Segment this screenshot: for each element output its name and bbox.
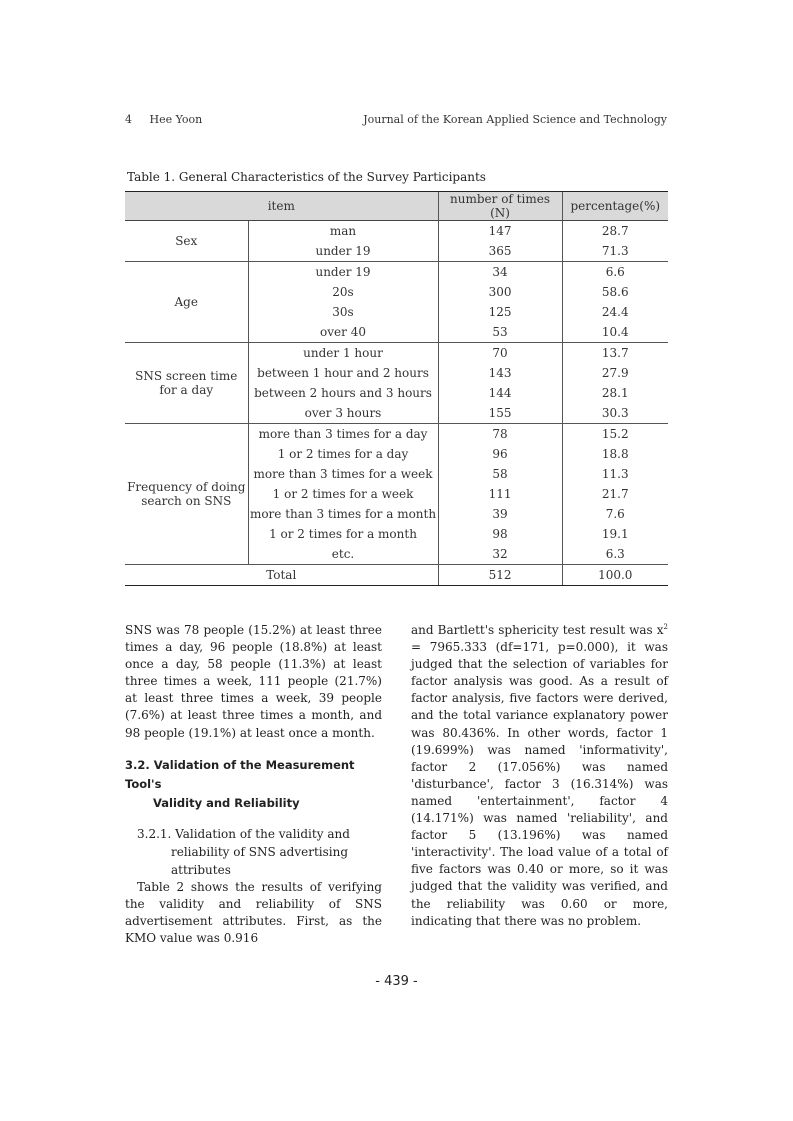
table-caption: Table 1. General Characteristics of the Survey Participants	[127, 170, 486, 184]
right-column	[411, 622, 668, 930]
header-percentage: percentage(%)	[562, 192, 668, 221]
row-count: 143	[438, 363, 562, 383]
table-row	[125, 262, 668, 283]
left-column	[125, 622, 382, 947]
row-item: under 1 hour	[248, 343, 438, 364]
row-count: 78	[438, 424, 562, 445]
row-percent: 28.1	[562, 383, 668, 403]
subsection-heading-line1: 3.2.1. Validation of the validity and	[137, 826, 350, 841]
row-count: 300	[438, 282, 562, 302]
paragraph-factor-analysis	[411, 622, 668, 930]
row-count: 53	[438, 322, 562, 343]
row-percent: 13.7	[562, 343, 668, 364]
row-percent: 19.1	[562, 524, 668, 544]
row-count: 70	[438, 343, 562, 364]
row-item: over 40	[248, 322, 438, 343]
paragraph-frequency: SNS was 78 people (15.2%) at least three times a day, 96 people (18.8%) at least once a day, 58 people (11.3%) at least three times a week, 111 people (21.7%) at least three times a week, 39 people (7.6%) at least three times a month, and 98 people (19.1%) at least once a month.	[125, 623, 382, 740]
group-label-sex: Sex	[125, 221, 248, 262]
row-item: man	[248, 221, 438, 242]
row-count: 39	[438, 504, 562, 524]
row-item: between 2 hours and 3 hours	[248, 383, 438, 403]
row-percent: 10.4	[562, 322, 668, 343]
group-label-age: Age	[125, 262, 248, 343]
row-item: under 19	[248, 241, 438, 262]
row-percent: 6.6	[562, 262, 668, 283]
row-item: 1 or 2 times for a month	[248, 524, 438, 544]
page-footer-number: - 439 -	[375, 974, 418, 989]
section-heading-line1: 3.2. Validation of the Measurement Tool's	[125, 757, 355, 791]
author-name: Hee Yoon	[149, 113, 203, 126]
row-percent: 7.6	[562, 504, 668, 524]
factor-text-b: = 7965.333 (df=171, p=0.000), it was judged that the selection of variables for factor analysis was good. As a result of factor analysis, five factors were derived, and the total variance explanatory power was 80.436%. In other words, factor 1 (19.699%) was named 'informativity', factor 2 (17.056%) was named 'disturbance', factor 3 (16.314%) was named 'entertainment', factor 4 (14.171%) was named 'reliability', and factor 5 (13.196%) was named 'interactivity'. The load value of a total of five factors was 0.40 or more, so it was judged that the validity was verified, and the reliability was 0.60 or more, indicating that there was no problem.	[411, 640, 668, 928]
row-count: 98	[438, 524, 562, 544]
row-count: 58	[438, 464, 562, 484]
row-percent: 11.3	[562, 464, 668, 484]
row-percent: 21.7	[562, 484, 668, 504]
characteristics-table	[125, 191, 668, 586]
row-count: 365	[438, 241, 562, 262]
table-total-row	[125, 565, 668, 586]
row-count: 34	[438, 262, 562, 283]
row-percent: 6.3	[562, 544, 668, 565]
total-label: Total	[125, 565, 438, 586]
row-count: 111	[438, 484, 562, 504]
group-label-screen-time: SNS screen time for a day	[125, 343, 248, 424]
row-count: 144	[438, 383, 562, 403]
row-percent: 18.8	[562, 444, 668, 464]
row-percent: 30.3	[562, 403, 668, 424]
row-count: 32	[438, 544, 562, 565]
journal-title: Journal of the Korean Applied Science and Technology	[363, 113, 667, 126]
row-item: over 3 hours	[248, 403, 438, 424]
row-count: 125	[438, 302, 562, 322]
running-header-left	[125, 113, 202, 126]
subsection-heading-line2: reliability of SNS advertising attributes	[171, 844, 349, 877]
table-row	[125, 424, 668, 445]
row-item: 30s	[248, 302, 438, 322]
table-header-row	[125, 192, 668, 221]
row-item: more than 3 times for a day	[248, 424, 438, 445]
row-percent: 58.6	[562, 282, 668, 302]
header-item: item	[125, 192, 438, 221]
row-item: under 19	[248, 262, 438, 283]
paragraph-table2-intro: Table 2 shows the results of verifying the validity and reliability of SNS advertisement attributes. First, as the KMO value was 0.916	[125, 879, 382, 945]
section-heading	[125, 756, 382, 813]
row-item: more than 3 times for a week	[248, 464, 438, 484]
row-item: 1 or 2 times for a day	[248, 444, 438, 464]
row-item: 1 or 2 times for a week	[248, 484, 438, 504]
table-row	[125, 221, 668, 242]
row-percent: 28.7	[562, 221, 668, 242]
row-item: between 1 hour and 2 hours	[248, 363, 438, 383]
row-count: 147	[438, 221, 562, 242]
factor-text-a: and Bartlett's sphericity test result was x	[411, 623, 664, 637]
row-count: 96	[438, 444, 562, 464]
total-percent: 100.0	[562, 565, 668, 586]
row-count: 155	[438, 403, 562, 424]
page-number: 4	[125, 113, 132, 126]
row-item: more than 3 times for a month	[248, 504, 438, 524]
row-percent: 24.4	[562, 302, 668, 322]
header-count: number of times (N)	[438, 192, 562, 221]
row-item: 20s	[248, 282, 438, 302]
chi-square-superscript: 2	[663, 623, 668, 631]
row-percent: 15.2	[562, 424, 668, 445]
group-label-search-frequency: Frequency of doing search on SNS	[127, 480, 246, 508]
section-heading-line2: Validity and Reliability	[153, 795, 300, 810]
subsection-heading	[137, 825, 382, 879]
row-percent: 71.3	[562, 241, 668, 262]
row-item: etc.	[248, 544, 438, 565]
total-count: 512	[438, 565, 562, 586]
row-percent: 27.9	[562, 363, 668, 383]
table-row	[125, 343, 668, 364]
